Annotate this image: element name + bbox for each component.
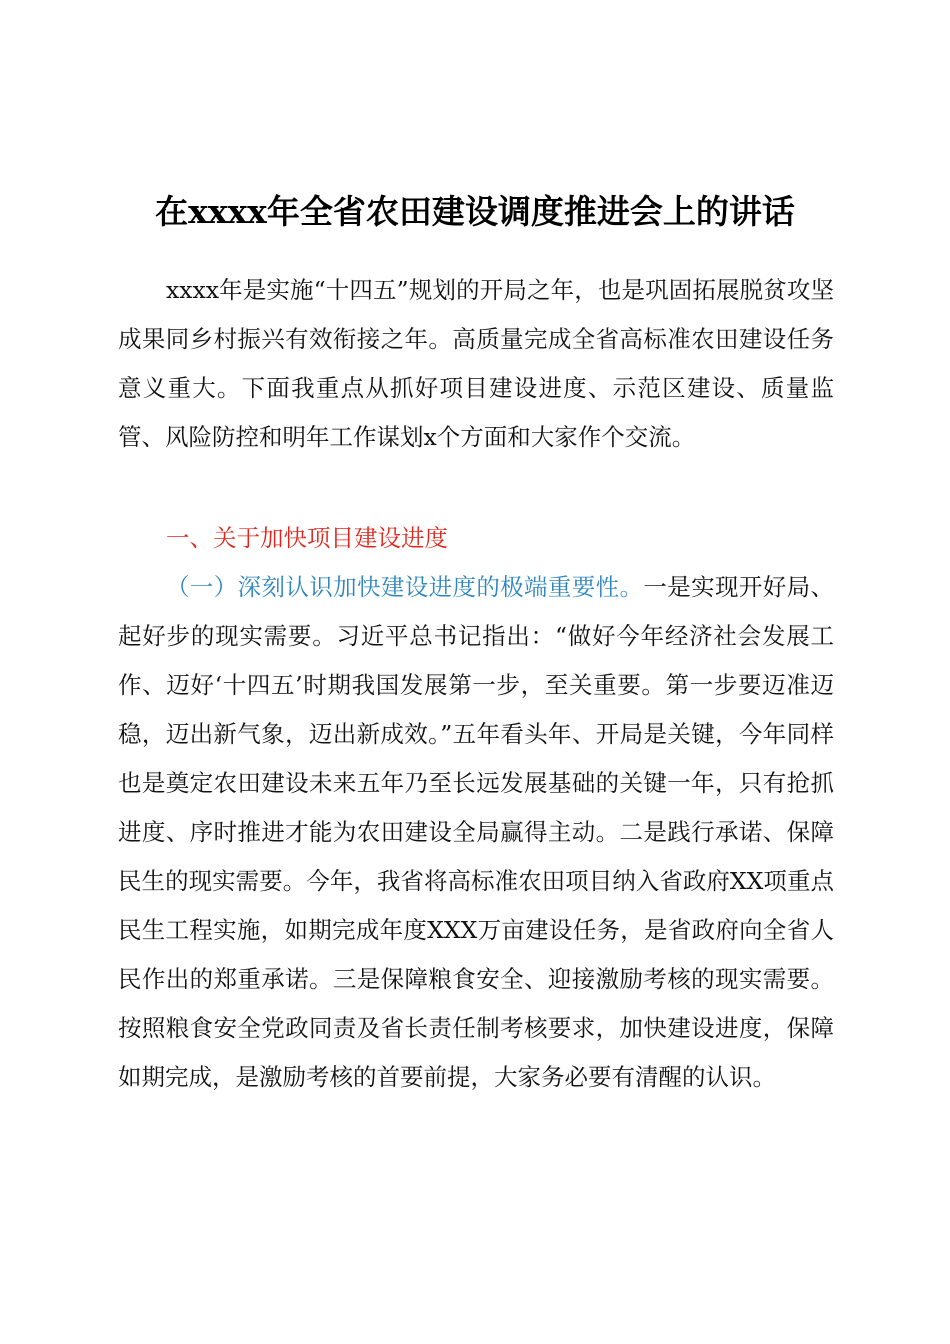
- document-title: 在xxxx年全省农田建设调度推进会上的讲话: [155, 192, 795, 231]
- subsection-heading: （一）深刻认识加快建设进度的极端重要性。: [166, 573, 644, 601]
- intro-paragraph: xxxx年是实施“十四五”规划的开局之年，也是巩固拓展脱贫攻坚成果同乡村振兴有效衔接之年。高质量完成全省高标准农田建设任务意义重大。下面我重点从抓好项目建设进度、示范区建设、质量监管、风险防控和明年工作谋划x个方面和大家作个交流。: [118, 276, 834, 451]
- subsection-paragraph: [118, 563, 834, 1102]
- section-heading: 一、关于加快项目建设进度: [166, 524, 448, 552]
- subsection-body: 一是实现开好局、起好步的现实需要。习近平总书记指出：“做好今年经济社会发展工作、迈好‘十四五’时期我国发展第一步，至关重要。第一步要迈准迈稳，迈出新气象，迈出新成效。”五年看头年、开局是关键，今年同样也是奠定农田建设未来五年乃至长远发展基础的关键一年，只有抢抓进度、序时推进才能为农田建设全局赢得主动。二是践行承诺、保障民生的现实需要。今年，我省将高标准农田项目纳入省政府XX项重点民生工程实施，如期完成年度XXX万亩建设任务，是省政府向全省人民作出的郑重承诺。三是保障粮食安全、迎接激励考核的现实需要。按照粮食安全党政同责及省长责任制考核要求，加快建设进度，保障如期完成，是激励考核的首要前提，大家务必要有清醒的认识。: [118, 573, 835, 1091]
